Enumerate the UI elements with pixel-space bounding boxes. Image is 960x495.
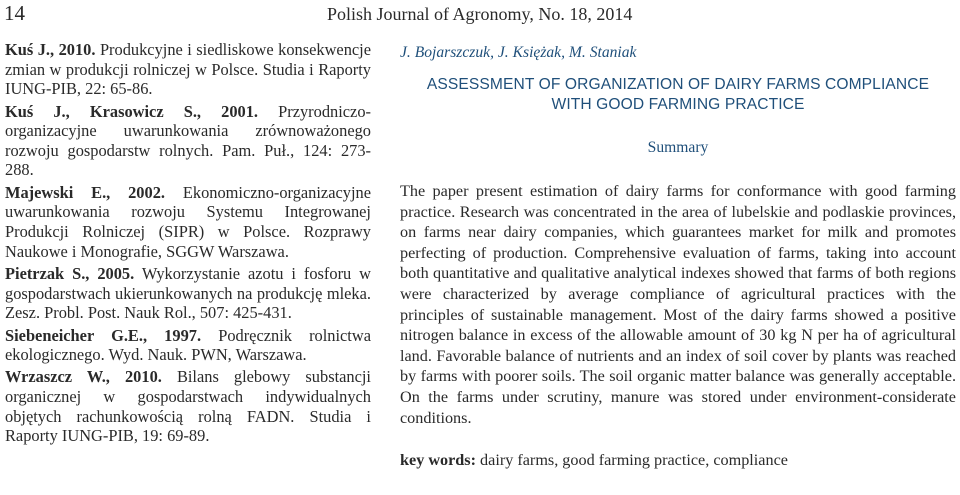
reference-item — [5, 183, 371, 261]
reference-text: Przyrodniczo-organizacyjne uwarunkowania zrównoważonego rozwoju gospodarstw rolnych. Pam. Puł., 124: 273-288. — [5, 101, 371, 180]
reference-item — [5, 40, 371, 99]
reference-item — [5, 264, 371, 323]
reference-author: Siebeneicher G.E., 1997. — [5, 325, 202, 345]
reference-text: Produkcyjne i siedliskowe konsekwencje zmian w produkcji rolniczej w Polsce. Studia i Raporty IUNG-PIB, 22: 65-86. — [5, 40, 371, 99]
journal-title: Polish Journal of Agronomy, No. 18, 2014 — [327, 4, 633, 24]
keywords-line — [400, 451, 956, 470]
page-number: 14 — [4, 1, 25, 25]
reference-author: Majewski E., 2002. — [5, 182, 165, 202]
reference-text: Podręcznik rolnictwa ekologicznego. Wyd. Nauk. PWN, Warszawa. — [5, 325, 371, 365]
reference-text: Ekonomiczno-organizacyjne uwarunkowania rozwoju Systemu Integrowanej Produkcji Rolniczej (SIPR) w Polsce. Rozprawy Naukowe i Monografie, SGGW Warszawa. — [5, 182, 371, 261]
summary-title-line: ASSESSMENT OF ORGANIZATION OF DAIRY FARMS COMPLIANCE — [426, 76, 930, 93]
reference-list — [5, 40, 371, 449]
summary-heading: Summary — [647, 139, 709, 156]
reference-author: Kuś J., Krasowicz S., 2001. — [5, 101, 259, 121]
reference-author: Wrzaszcz W., 2010. — [5, 367, 162, 387]
reference-author: Kuś J., 2010. — [5, 40, 96, 59]
english-summary — [400, 40, 956, 470]
summary-body: The paper present estimation of dairy farms for conformance with good farming practice. Research was concentrated in the area of lubelskie and podlaskie provinces, on farms near dairy companies, which guarantees market for milk and promotes perfecting of production. Comprehensive evaluation of farms, taking into account both quantitative and qualitative analytical indexes showed that farms of both regions were characterized by average compliance of agricultural practices with the principles of sustainable management. Most of the dairy farms showed a positive nitrogen balance in excess of the allowable amount of 30 kg N per ha of agricultural land. Favorable balance of nutrients and an index of soil cover by plants was reached by farms with poorer soils. The soil organic matter balance was generally acceptable. On the farms under scrutiny, manure was stored under environment-considerate conditions. — [400, 182, 956, 427]
keywords-label: key words: — [400, 451, 476, 470]
reference-item — [5, 367, 371, 445]
reference-item — [5, 326, 371, 365]
reference-item — [5, 102, 371, 180]
summary-title — [400, 75, 956, 115]
keywords-text: dairy farms, good farming practice, compliance — [480, 451, 788, 470]
summary-authors: J. Bojarszczuk, J. Księżak, M. Staniak — [400, 44, 637, 61]
reference-text: Bilans glebowy substancji organicznej w gospodarstwach indywidualnych objętych rachunkowością rolną FADN. Studia i Raporty IUNG-PIB, 19: 69-89. — [5, 367, 371, 446]
page-header — [0, 0, 960, 28]
reference-author: Pietrzak S., 2005. — [5, 263, 135, 283]
summary-title-line: WITH GOOD FARMING PRACTICE — [551, 96, 805, 113]
reference-text: Wykorzystanie azotu i fosforu w gospodarstwach ukierunkowanych na produkcję mleka. Zesz. Probl. Post. Nauk Rol., 507: 425-431. — [5, 263, 371, 323]
